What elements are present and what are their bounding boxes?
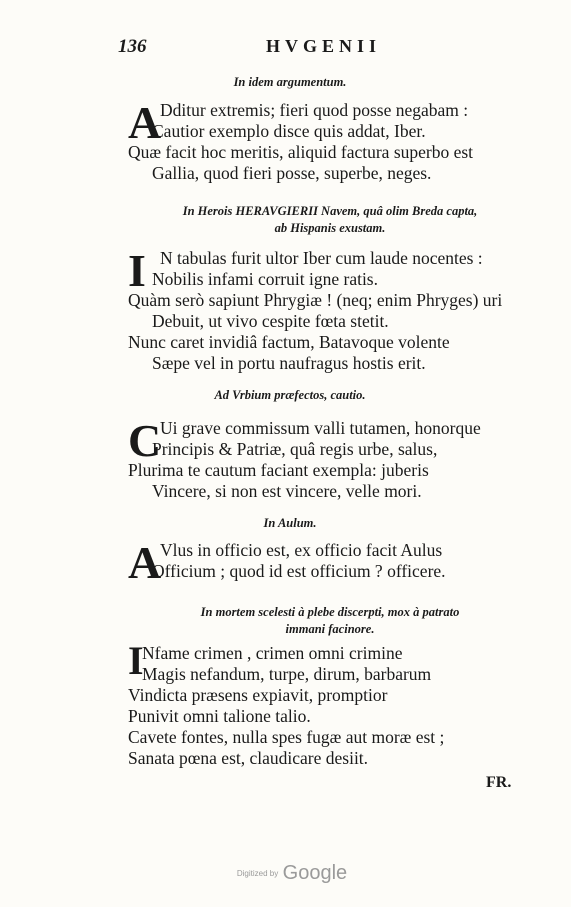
poem-line: Cautior exemplo disce quis addat, Iber.	[152, 121, 426, 141]
poem-line: Vindicta præsens expiavit, promptior	[128, 685, 388, 705]
drop-cap: I	[128, 638, 144, 683]
poem-line: Punivit omni talione talio.	[128, 706, 311, 726]
poem-line: Officium ; quod id est officium ? officere.	[152, 561, 446, 581]
poem-line: Quàm serò sapiunt Phrygiæ ! (neq; enim Phryges) uri	[128, 290, 503, 310]
poem-title: In idem argumentum.	[233, 75, 347, 89]
digitized-watermark	[232, 862, 352, 885]
poem-title: In Herois HERAVGIERII Navem, quâ olim Breda capta, ab Hispanis exustam.	[182, 204, 478, 235]
poem-line: Debuit, ut vivo cespite fœta stetit.	[152, 311, 389, 331]
drop-cap: C	[128, 415, 162, 466]
poem-title: In mortem scelesti à plebe discerpti, mox à patrato immani facinore.	[200, 605, 460, 636]
poem	[128, 245, 528, 374]
poem-line: Nfame crimen , crimen omni crimine	[142, 643, 403, 663]
poem-line: N tabulas furit ultor Iber cum laude nocentes :	[160, 248, 483, 268]
poem	[128, 415, 528, 502]
poem-line: Quæ facit hoc meritis, aliquid factura superbo est	[128, 142, 474, 162]
poem-line: Dditur extremis; fieri quod posse negabam :	[160, 100, 469, 120]
poem-line: Nunc caret invidiâ factum, Batavoque volente	[128, 332, 450, 352]
drop-cap: A	[128, 537, 162, 588]
poem-line: Vlus in officio est, ex officio facit Aulus	[160, 540, 443, 560]
poem-line: Sanata pœna est, claudicare desiit.	[128, 748, 369, 768]
poem	[128, 638, 528, 769]
page-number: 136	[118, 36, 147, 57]
poem-title: Ad Vrbium præfectos, cautio.	[214, 388, 366, 402]
poem	[128, 537, 528, 588]
poem-line: Principis & Patriæ, quâ regis urbe, salus,	[152, 439, 438, 459]
watermark-small-text: Digitized by	[236, 869, 279, 878]
page-header	[118, 36, 418, 60]
drop-cap: A	[128, 97, 162, 148]
poem-line: Cavete fontes, nulla spes fugæ aut moræ est ;	[128, 727, 445, 747]
watermark-logo-text: Google	[282, 862, 348, 884]
catchword: FR.	[486, 774, 512, 791]
poem-title: In Aulum.	[263, 516, 317, 530]
poem-line: Ui grave commissum valli tutamen, honorque	[160, 418, 481, 438]
poem-line: Nobilis infami corruit igne ratis.	[152, 269, 378, 289]
drop-cap: I	[128, 245, 146, 296]
poem-line: Sæpe vel in portu naufragus hostis erit.	[152, 353, 426, 373]
poem-line: Vincere, si non est vincere, velle mori.	[152, 481, 422, 501]
running-head: HVGENII	[266, 36, 382, 56]
poem-line: Plurima te cautum faciant exempla: juberis	[128, 460, 429, 480]
poem-line: Gallia, quod fieri posse, superbe, neges.	[152, 163, 432, 183]
poem	[128, 97, 528, 184]
poem-line: Magis nefandum, turpe, dirum, barbarum	[142, 664, 432, 684]
